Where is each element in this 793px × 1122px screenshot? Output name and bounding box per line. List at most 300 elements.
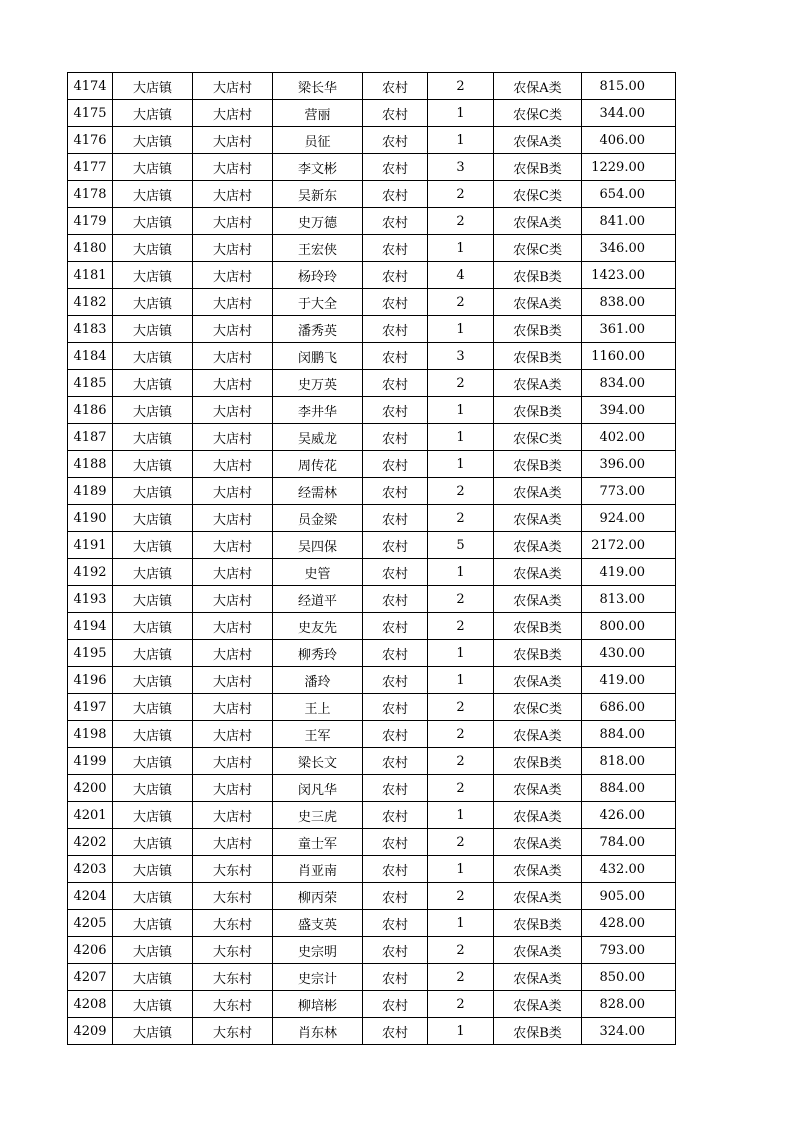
insurance-class-cell: 农保B类 bbox=[494, 397, 582, 424]
amount-cell: 2172.00 bbox=[582, 532, 676, 559]
area-type-cell: 农村 bbox=[363, 532, 428, 559]
amount-cell: 426.00 bbox=[582, 802, 676, 829]
household-size-cell: 2 bbox=[428, 613, 494, 640]
row-number-cell: 4187 bbox=[68, 424, 113, 451]
table-row bbox=[68, 1018, 676, 1045]
town-cell: 大店镇 bbox=[113, 775, 193, 802]
row-number-cell: 4190 bbox=[68, 505, 113, 532]
town-cell: 大店镇 bbox=[113, 424, 193, 451]
town-cell: 大店镇 bbox=[113, 235, 193, 262]
insurance-class-cell: 农保A类 bbox=[494, 856, 582, 883]
household-size-cell: 2 bbox=[428, 505, 494, 532]
village-cell: 大东村 bbox=[193, 883, 273, 910]
insurance-class-cell: 农保A类 bbox=[494, 478, 582, 505]
amount-cell: 396.00 bbox=[582, 451, 676, 478]
town-cell: 大店镇 bbox=[113, 883, 193, 910]
household-size-cell: 5 bbox=[428, 532, 494, 559]
insurance-class-cell: 农保B类 bbox=[494, 316, 582, 343]
household-size-cell: 1 bbox=[428, 316, 494, 343]
amount-cell: 419.00 bbox=[582, 559, 676, 586]
name-cell: 肖亚南 bbox=[273, 856, 363, 883]
town-cell: 大店镇 bbox=[113, 73, 193, 100]
insurance-class-cell: 农保C类 bbox=[494, 100, 582, 127]
area-type-cell: 农村 bbox=[363, 937, 428, 964]
row-number-cell: 4207 bbox=[68, 964, 113, 991]
name-cell: 王上 bbox=[273, 694, 363, 721]
town-cell: 大店镇 bbox=[113, 100, 193, 127]
area-type-cell: 农村 bbox=[363, 640, 428, 667]
household-size-cell: 1 bbox=[428, 100, 494, 127]
insurance-class-cell: 农保A类 bbox=[494, 667, 582, 694]
name-cell: 柳培彬 bbox=[273, 991, 363, 1018]
name-cell: 员金梁 bbox=[273, 505, 363, 532]
village-cell: 大东村 bbox=[193, 991, 273, 1018]
town-cell: 大店镇 bbox=[113, 964, 193, 991]
table-row bbox=[68, 154, 676, 181]
name-cell: 李文彬 bbox=[273, 154, 363, 181]
table-row bbox=[68, 775, 676, 802]
amount-cell: 841.00 bbox=[582, 208, 676, 235]
area-type-cell: 农村 bbox=[363, 910, 428, 937]
insurance-class-cell: 农保B类 bbox=[494, 640, 582, 667]
amount-cell: 828.00 bbox=[582, 991, 676, 1018]
household-size-cell: 4 bbox=[428, 262, 494, 289]
area-type-cell: 农村 bbox=[363, 262, 428, 289]
village-cell: 大店村 bbox=[193, 748, 273, 775]
town-cell: 大店镇 bbox=[113, 478, 193, 505]
table-row bbox=[68, 100, 676, 127]
insurance-class-cell: 农保A类 bbox=[494, 802, 582, 829]
row-number-cell: 4185 bbox=[68, 370, 113, 397]
amount-cell: 800.00 bbox=[582, 613, 676, 640]
table-row bbox=[68, 721, 676, 748]
row-number-cell: 4197 bbox=[68, 694, 113, 721]
town-cell: 大店镇 bbox=[113, 667, 193, 694]
insurance-class-cell: 农保A类 bbox=[494, 964, 582, 991]
town-cell: 大店镇 bbox=[113, 991, 193, 1018]
amount-cell: 430.00 bbox=[582, 640, 676, 667]
area-type-cell: 农村 bbox=[363, 775, 428, 802]
village-cell: 大店村 bbox=[193, 667, 273, 694]
name-cell: 吴四保 bbox=[273, 532, 363, 559]
table-row bbox=[68, 613, 676, 640]
row-number-cell: 4178 bbox=[68, 181, 113, 208]
village-cell: 大店村 bbox=[193, 73, 273, 100]
amount-cell: 924.00 bbox=[582, 505, 676, 532]
data-table bbox=[67, 72, 676, 1045]
town-cell: 大店镇 bbox=[113, 208, 193, 235]
household-size-cell: 1 bbox=[428, 397, 494, 424]
village-cell: 大店村 bbox=[193, 505, 273, 532]
area-type-cell: 农村 bbox=[363, 73, 428, 100]
insurance-class-cell: 农保C类 bbox=[494, 694, 582, 721]
household-size-cell: 2 bbox=[428, 748, 494, 775]
village-cell: 大店村 bbox=[193, 640, 273, 667]
household-size-cell: 1 bbox=[428, 424, 494, 451]
name-cell: 柳丙荣 bbox=[273, 883, 363, 910]
area-type-cell: 农村 bbox=[363, 883, 428, 910]
name-cell: 闵凡华 bbox=[273, 775, 363, 802]
amount-cell: 432.00 bbox=[582, 856, 676, 883]
area-type-cell: 农村 bbox=[363, 370, 428, 397]
area-type-cell: 农村 bbox=[363, 829, 428, 856]
table-row bbox=[68, 127, 676, 154]
name-cell: 史三虎 bbox=[273, 802, 363, 829]
household-size-cell: 2 bbox=[428, 289, 494, 316]
household-size-cell: 1 bbox=[428, 667, 494, 694]
table-row bbox=[68, 991, 676, 1018]
insurance-class-cell: 农保C类 bbox=[494, 424, 582, 451]
table-row bbox=[68, 478, 676, 505]
area-type-cell: 农村 bbox=[363, 505, 428, 532]
area-type-cell: 农村 bbox=[363, 424, 428, 451]
town-cell: 大店镇 bbox=[113, 343, 193, 370]
town-cell: 大店镇 bbox=[113, 316, 193, 343]
amount-cell: 813.00 bbox=[582, 586, 676, 613]
village-cell: 大店村 bbox=[193, 775, 273, 802]
village-cell: 大东村 bbox=[193, 1018, 273, 1045]
row-number-cell: 4198 bbox=[68, 721, 113, 748]
household-size-cell: 2 bbox=[428, 73, 494, 100]
amount-cell: 406.00 bbox=[582, 127, 676, 154]
village-cell: 大店村 bbox=[193, 262, 273, 289]
household-size-cell: 1 bbox=[428, 802, 494, 829]
household-size-cell: 1 bbox=[428, 451, 494, 478]
household-size-cell: 2 bbox=[428, 883, 494, 910]
name-cell: 吴威龙 bbox=[273, 424, 363, 451]
village-cell: 大店村 bbox=[193, 802, 273, 829]
village-cell: 大店村 bbox=[193, 586, 273, 613]
insurance-class-cell: 农保B类 bbox=[494, 910, 582, 937]
row-number-cell: 4176 bbox=[68, 127, 113, 154]
name-cell: 经需林 bbox=[273, 478, 363, 505]
amount-cell: 419.00 bbox=[582, 667, 676, 694]
table-row bbox=[68, 937, 676, 964]
area-type-cell: 农村 bbox=[363, 856, 428, 883]
amount-cell: 686.00 bbox=[582, 694, 676, 721]
town-cell: 大店镇 bbox=[113, 1018, 193, 1045]
area-type-cell: 农村 bbox=[363, 586, 428, 613]
table-row bbox=[68, 883, 676, 910]
row-number-cell: 4202 bbox=[68, 829, 113, 856]
town-cell: 大店镇 bbox=[113, 937, 193, 964]
table-row bbox=[68, 262, 676, 289]
insurance-class-cell: 农保A类 bbox=[494, 721, 582, 748]
insurance-class-cell: 农保B类 bbox=[494, 613, 582, 640]
insurance-class-cell: 农保B类 bbox=[494, 154, 582, 181]
village-cell: 大店村 bbox=[193, 613, 273, 640]
insurance-class-cell: 农保B类 bbox=[494, 343, 582, 370]
town-cell: 大店镇 bbox=[113, 829, 193, 856]
area-type-cell: 农村 bbox=[363, 748, 428, 775]
amount-cell: 773.00 bbox=[582, 478, 676, 505]
area-type-cell: 农村 bbox=[363, 343, 428, 370]
area-type-cell: 农村 bbox=[363, 397, 428, 424]
household-size-cell: 2 bbox=[428, 694, 494, 721]
table-row bbox=[68, 316, 676, 343]
name-cell: 王军 bbox=[273, 721, 363, 748]
household-size-cell: 3 bbox=[428, 154, 494, 181]
table-row bbox=[68, 505, 676, 532]
row-number-cell: 4179 bbox=[68, 208, 113, 235]
row-number-cell: 4181 bbox=[68, 262, 113, 289]
table-row bbox=[68, 964, 676, 991]
table-body bbox=[68, 73, 676, 1045]
household-size-cell: 2 bbox=[428, 964, 494, 991]
town-cell: 大店镇 bbox=[113, 181, 193, 208]
row-number-cell: 4200 bbox=[68, 775, 113, 802]
town-cell: 大店镇 bbox=[113, 262, 193, 289]
area-type-cell: 农村 bbox=[363, 721, 428, 748]
area-type-cell: 农村 bbox=[363, 181, 428, 208]
village-cell: 大店村 bbox=[193, 289, 273, 316]
village-cell: 大店村 bbox=[193, 181, 273, 208]
insurance-class-cell: 农保A类 bbox=[494, 586, 582, 613]
name-cell: 肖东林 bbox=[273, 1018, 363, 1045]
area-type-cell: 农村 bbox=[363, 802, 428, 829]
town-cell: 大店镇 bbox=[113, 613, 193, 640]
area-type-cell: 农村 bbox=[363, 991, 428, 1018]
insurance-class-cell: 农保A类 bbox=[494, 937, 582, 964]
area-type-cell: 农村 bbox=[363, 316, 428, 343]
name-cell: 营丽 bbox=[273, 100, 363, 127]
village-cell: 大店村 bbox=[193, 478, 273, 505]
town-cell: 大店镇 bbox=[113, 721, 193, 748]
household-size-cell: 2 bbox=[428, 937, 494, 964]
village-cell: 大店村 bbox=[193, 235, 273, 262]
household-size-cell: 2 bbox=[428, 181, 494, 208]
name-cell: 童士军 bbox=[273, 829, 363, 856]
amount-cell: 834.00 bbox=[582, 370, 676, 397]
insurance-class-cell: 农保A类 bbox=[494, 559, 582, 586]
household-size-cell: 2 bbox=[428, 775, 494, 802]
row-number-cell: 4194 bbox=[68, 613, 113, 640]
household-size-cell: 2 bbox=[428, 721, 494, 748]
area-type-cell: 农村 bbox=[363, 154, 428, 181]
table-row bbox=[68, 586, 676, 613]
table-row bbox=[68, 856, 676, 883]
insurance-class-cell: 农保A类 bbox=[494, 505, 582, 532]
town-cell: 大店镇 bbox=[113, 802, 193, 829]
insurance-class-cell: 农保A类 bbox=[494, 775, 582, 802]
town-cell: 大店镇 bbox=[113, 586, 193, 613]
village-cell: 大店村 bbox=[193, 208, 273, 235]
amount-cell: 324.00 bbox=[582, 1018, 676, 1045]
village-cell: 大店村 bbox=[193, 451, 273, 478]
amount-cell: 361.00 bbox=[582, 316, 676, 343]
name-cell: 梁长华 bbox=[273, 73, 363, 100]
village-cell: 大店村 bbox=[193, 316, 273, 343]
name-cell: 杨玲玲 bbox=[273, 262, 363, 289]
area-type-cell: 农村 bbox=[363, 559, 428, 586]
row-number-cell: 4195 bbox=[68, 640, 113, 667]
table-row bbox=[68, 694, 676, 721]
area-type-cell: 农村 bbox=[363, 667, 428, 694]
amount-cell: 1229.00 bbox=[582, 154, 676, 181]
insurance-class-cell: 农保A类 bbox=[494, 289, 582, 316]
household-size-cell: 1 bbox=[428, 127, 494, 154]
insurance-class-cell: 农保C类 bbox=[494, 235, 582, 262]
village-cell: 大东村 bbox=[193, 910, 273, 937]
insurance-class-cell: 农保A类 bbox=[494, 208, 582, 235]
amount-cell: 394.00 bbox=[582, 397, 676, 424]
town-cell: 大店镇 bbox=[113, 694, 193, 721]
table-row bbox=[68, 802, 676, 829]
town-cell: 大店镇 bbox=[113, 127, 193, 154]
household-size-cell: 3 bbox=[428, 343, 494, 370]
name-cell: 史宗计 bbox=[273, 964, 363, 991]
village-cell: 大东村 bbox=[193, 856, 273, 883]
insurance-class-cell: 农保A类 bbox=[494, 532, 582, 559]
name-cell: 于大全 bbox=[273, 289, 363, 316]
row-number-cell: 4199 bbox=[68, 748, 113, 775]
amount-cell: 793.00 bbox=[582, 937, 676, 964]
table-row bbox=[68, 559, 676, 586]
insurance-class-cell: 农保A类 bbox=[494, 991, 582, 1018]
name-cell: 潘玲 bbox=[273, 667, 363, 694]
village-cell: 大店村 bbox=[193, 100, 273, 127]
household-size-cell: 2 bbox=[428, 829, 494, 856]
row-number-cell: 4203 bbox=[68, 856, 113, 883]
table-row bbox=[68, 181, 676, 208]
village-cell: 大店村 bbox=[193, 829, 273, 856]
insurance-class-cell: 农保A类 bbox=[494, 127, 582, 154]
area-type-cell: 农村 bbox=[363, 235, 428, 262]
name-cell: 李井华 bbox=[273, 397, 363, 424]
household-size-cell: 2 bbox=[428, 208, 494, 235]
amount-cell: 654.00 bbox=[582, 181, 676, 208]
household-size-cell: 1 bbox=[428, 910, 494, 937]
insurance-class-cell: 农保B类 bbox=[494, 748, 582, 775]
row-number-cell: 4201 bbox=[68, 802, 113, 829]
household-size-cell: 1 bbox=[428, 640, 494, 667]
town-cell: 大店镇 bbox=[113, 856, 193, 883]
town-cell: 大店镇 bbox=[113, 748, 193, 775]
table-row bbox=[68, 829, 676, 856]
village-cell: 大店村 bbox=[193, 154, 273, 181]
village-cell: 大店村 bbox=[193, 370, 273, 397]
village-cell: 大店村 bbox=[193, 127, 273, 154]
row-number-cell: 4175 bbox=[68, 100, 113, 127]
area-type-cell: 农村 bbox=[363, 289, 428, 316]
amount-cell: 402.00 bbox=[582, 424, 676, 451]
name-cell: 史宗明 bbox=[273, 937, 363, 964]
village-cell: 大店村 bbox=[193, 559, 273, 586]
row-number-cell: 4208 bbox=[68, 991, 113, 1018]
town-cell: 大店镇 bbox=[113, 910, 193, 937]
insurance-class-cell: 农保A类 bbox=[494, 370, 582, 397]
area-type-cell: 农村 bbox=[363, 1018, 428, 1045]
amount-cell: 428.00 bbox=[582, 910, 676, 937]
village-cell: 大店村 bbox=[193, 694, 273, 721]
town-cell: 大店镇 bbox=[113, 451, 193, 478]
village-cell: 大店村 bbox=[193, 343, 273, 370]
table-row bbox=[68, 910, 676, 937]
row-number-cell: 4184 bbox=[68, 343, 113, 370]
town-cell: 大店镇 bbox=[113, 289, 193, 316]
town-cell: 大店镇 bbox=[113, 532, 193, 559]
row-number-cell: 4188 bbox=[68, 451, 113, 478]
amount-cell: 905.00 bbox=[582, 883, 676, 910]
village-cell: 大东村 bbox=[193, 964, 273, 991]
household-size-cell: 1 bbox=[428, 856, 494, 883]
name-cell: 闵鹏飞 bbox=[273, 343, 363, 370]
insurance-class-cell: 农保C类 bbox=[494, 181, 582, 208]
amount-cell: 1423.00 bbox=[582, 262, 676, 289]
household-size-cell: 1 bbox=[428, 1018, 494, 1045]
name-cell: 吴新东 bbox=[273, 181, 363, 208]
amount-cell: 884.00 bbox=[582, 775, 676, 802]
row-number-cell: 4174 bbox=[68, 73, 113, 100]
name-cell: 史友先 bbox=[273, 613, 363, 640]
row-number-cell: 4191 bbox=[68, 532, 113, 559]
table-row bbox=[68, 532, 676, 559]
village-cell: 大店村 bbox=[193, 397, 273, 424]
table-row bbox=[68, 235, 676, 262]
table-row bbox=[68, 289, 676, 316]
area-type-cell: 农村 bbox=[363, 694, 428, 721]
amount-cell: 850.00 bbox=[582, 964, 676, 991]
amount-cell: 818.00 bbox=[582, 748, 676, 775]
area-type-cell: 农村 bbox=[363, 100, 428, 127]
town-cell: 大店镇 bbox=[113, 640, 193, 667]
town-cell: 大店镇 bbox=[113, 559, 193, 586]
amount-cell: 1160.00 bbox=[582, 343, 676, 370]
table-row bbox=[68, 424, 676, 451]
area-type-cell: 农村 bbox=[363, 478, 428, 505]
amount-cell: 838.00 bbox=[582, 289, 676, 316]
village-cell: 大东村 bbox=[193, 937, 273, 964]
household-size-cell: 2 bbox=[428, 991, 494, 1018]
name-cell: 经道平 bbox=[273, 586, 363, 613]
table-row bbox=[68, 451, 676, 478]
village-cell: 大店村 bbox=[193, 532, 273, 559]
name-cell: 史万英 bbox=[273, 370, 363, 397]
name-cell: 王宏侠 bbox=[273, 235, 363, 262]
area-type-cell: 农村 bbox=[363, 964, 428, 991]
household-size-cell: 2 bbox=[428, 478, 494, 505]
name-cell: 潘秀英 bbox=[273, 316, 363, 343]
name-cell: 周传花 bbox=[273, 451, 363, 478]
row-number-cell: 4206 bbox=[68, 937, 113, 964]
name-cell: 柳秀玲 bbox=[273, 640, 363, 667]
household-size-cell: 2 bbox=[428, 370, 494, 397]
town-cell: 大店镇 bbox=[113, 505, 193, 532]
name-cell: 员征 bbox=[273, 127, 363, 154]
insurance-class-cell: 农保A类 bbox=[494, 883, 582, 910]
village-cell: 大店村 bbox=[193, 424, 273, 451]
row-number-cell: 4196 bbox=[68, 667, 113, 694]
insurance-class-cell: 农保B类 bbox=[494, 262, 582, 289]
row-number-cell: 4205 bbox=[68, 910, 113, 937]
area-type-cell: 农村 bbox=[363, 208, 428, 235]
amount-cell: 784.00 bbox=[582, 829, 676, 856]
table-row bbox=[68, 748, 676, 775]
name-cell: 史万德 bbox=[273, 208, 363, 235]
town-cell: 大店镇 bbox=[113, 370, 193, 397]
row-number-cell: 4192 bbox=[68, 559, 113, 586]
insurance-class-cell: 农保B类 bbox=[494, 451, 582, 478]
row-number-cell: 4177 bbox=[68, 154, 113, 181]
row-number-cell: 4180 bbox=[68, 235, 113, 262]
insurance-class-cell: 农保A类 bbox=[494, 829, 582, 856]
row-number-cell: 4209 bbox=[68, 1018, 113, 1045]
insurance-class-cell: 农保A类 bbox=[494, 73, 582, 100]
table-row bbox=[68, 73, 676, 100]
row-number-cell: 4193 bbox=[68, 586, 113, 613]
row-number-cell: 4189 bbox=[68, 478, 113, 505]
town-cell: 大店镇 bbox=[113, 154, 193, 181]
